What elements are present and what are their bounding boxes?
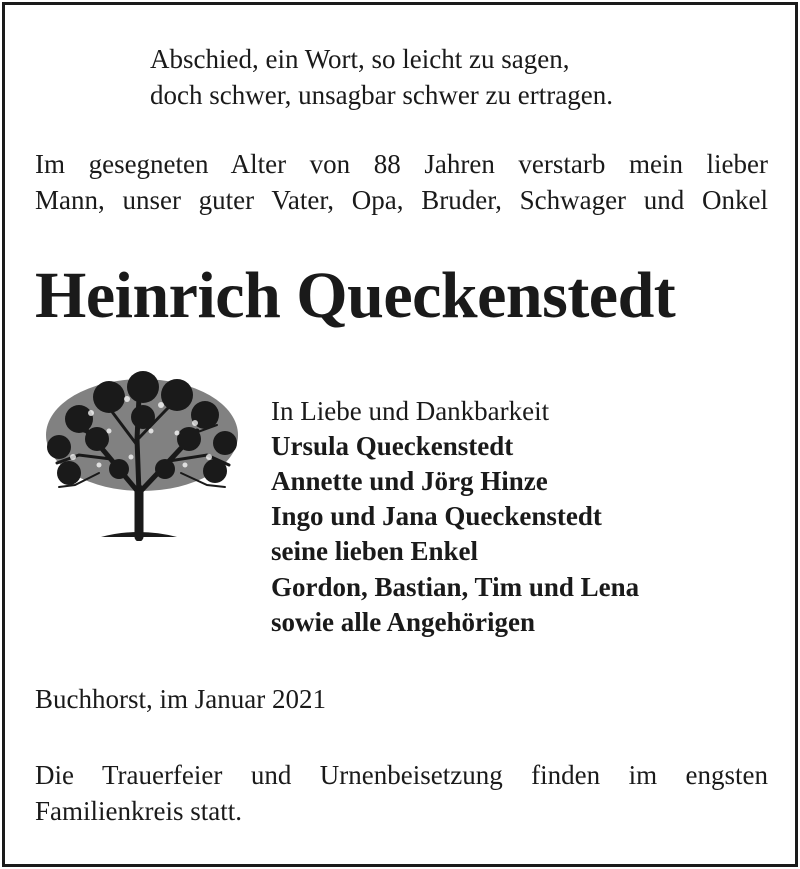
mourner-line: Ingo und Jana Queckenstedt: [271, 501, 602, 531]
verse-line-2: doch schwer, unsagbar schwer zu ertragen.: [150, 80, 613, 110]
funeral-note-line-2: Familienkreis statt.: [35, 796, 242, 826]
obituary-notice: [2, 2, 798, 867]
mourner-line: Ursula Queckenstedt: [271, 431, 514, 461]
place-date: Buchhorst, im Januar 2021: [35, 684, 326, 714]
funeral-note-line-1: Die Trauerfeier und Urnenbeisetzung finden im engsten: [35, 760, 768, 790]
mourners-heading: In Liebe und Dankbarkeit: [271, 396, 550, 426]
intro-line-1: Im gesegneten Alter von 88 Jahren verstarb mein lieber: [35, 149, 768, 179]
verse-line-1: Abschied, ein Wort, so leicht zu sagen,: [150, 44, 570, 74]
mourner-line: sowie alle Angehörigen: [271, 607, 535, 637]
tree-icon: [39, 369, 245, 541]
deceased-name: Heinrich Queckenstedt: [35, 259, 676, 332]
mourner-line: Annette und Jörg Hinze: [271, 466, 548, 496]
mourner-line: seine lieben Enkel: [271, 536, 479, 566]
intro-line-2: Mann, unser guter Vater, Opa, Bruder, Schwager und Onkel: [35, 185, 768, 215]
mourner-line: Gordon, Bastian, Tim und Lena: [271, 572, 640, 602]
